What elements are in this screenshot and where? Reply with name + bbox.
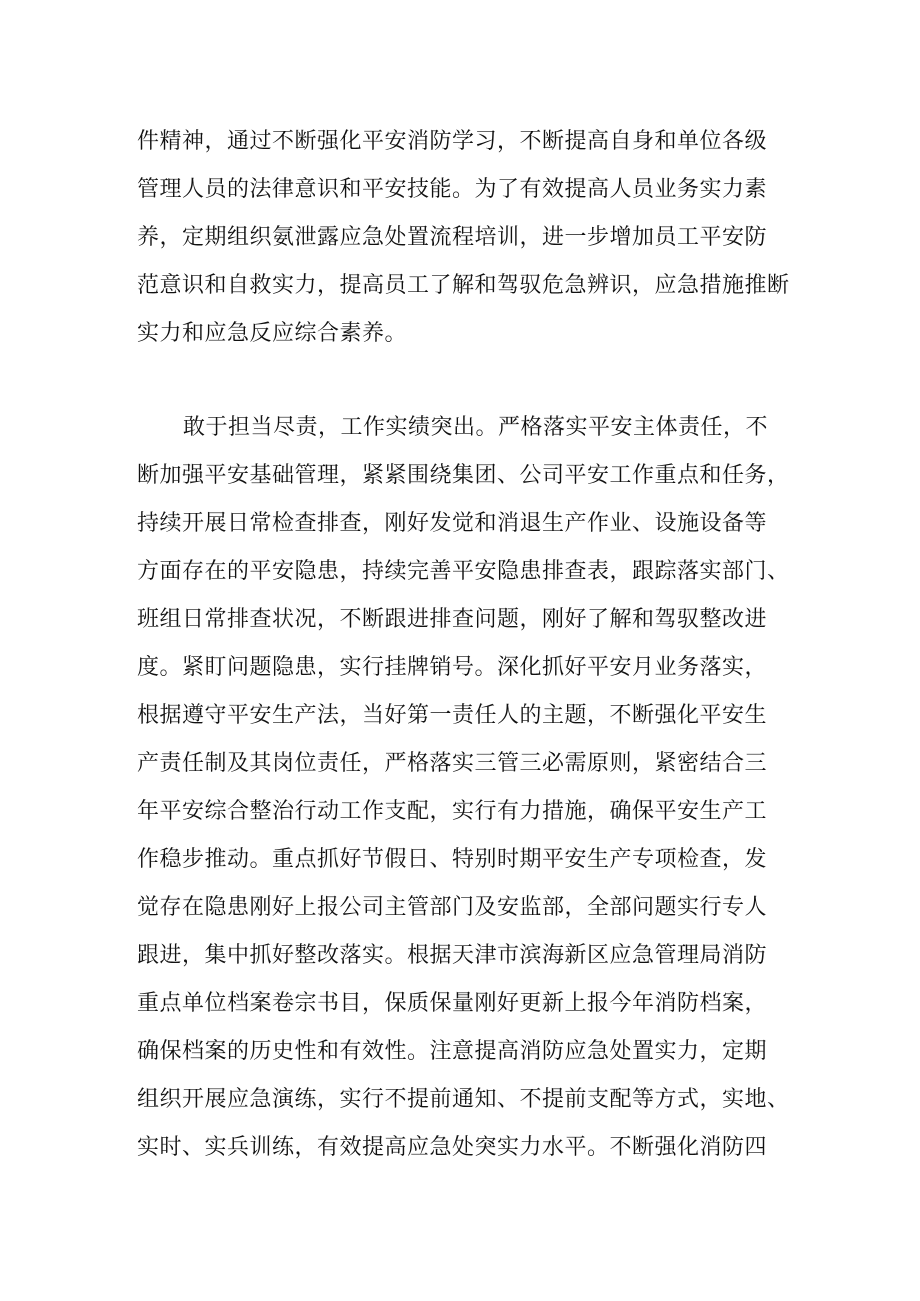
text-line: 方面存在的平安隐患，持续完善平安隐患排查表，跟踪落实部门、 <box>137 559 790 584</box>
text-line: 敢于担当尽责，工作实绩突出。严格落实平安主体责任，不 <box>183 415 769 440</box>
text-line: 持续开展日常检查排查，刚好发觉和消退生产作业、设施设备等 <box>137 511 768 536</box>
text-line: 确保档案的历史性和有效性。注意提高消防应急处置实力，定期 <box>137 1039 768 1064</box>
text-line: 断加强平安基础管理，紧紧围绕集团、公司平安工作重点和任务， <box>137 463 790 488</box>
paragraph-training <box>137 118 797 358</box>
text-line: 班组日常排查状况，不断跟进排查问题，刚好了解和驾驭整改进 <box>137 607 768 632</box>
text-line: 作稳步推动。重点抓好节假日、特别时期平安生产专项检查，发 <box>137 847 768 872</box>
text-line: 跟进，集中抓好整改落实。根据天津市滨海新区应急管理局消防 <box>137 943 768 968</box>
text-line: 范意识和自救实力，提高员工了解和驾驭危急辨识，应急措施推断 <box>137 273 790 298</box>
text-line: 实力和应急反应综合素养。 <box>137 321 408 346</box>
text-line: 年平安综合整治行动工作支配，实行有力措施，确保平安生产工 <box>137 799 768 824</box>
text-line: 实时、实兵训练，有效提高应急处突实力水平。不断强化消防四 <box>137 1135 768 1160</box>
text-line: 养，定期组织氨泄露应急处置流程培训，进一步增加员工平安防 <box>137 225 768 250</box>
text-line: 组织开展应急演练，实行不提前通知、不提前支配等方式，实地、 <box>137 1087 790 1112</box>
paragraph-responsibility <box>137 404 797 1172</box>
text-line: 产责任制及其岗位责任，严格落实三管三必需原则，紧密结合三 <box>137 751 768 776</box>
text-line: 觉存在隐患刚好上报公司主管部门及安监部，全部问题实行专人 <box>137 895 768 920</box>
text-line: 管理人员的法律意识和平安技能。为了有效提高人员业务实力素 <box>137 177 768 202</box>
text-line: 根据遵守平安生产法，当好第一责任人的主题，不断强化平安生 <box>137 703 768 728</box>
text-line: 件精神，通过不断强化平安消防学习，不断提高自身和单位各级 <box>137 129 768 154</box>
text-line: 重点单位档案卷宗书目，保质保量刚好更新上报今年消防档案， <box>137 991 768 1016</box>
text-line: 度。紧盯问题隐患，实行挂牌销号。深化抓好平安月业务落实， <box>137 655 768 680</box>
